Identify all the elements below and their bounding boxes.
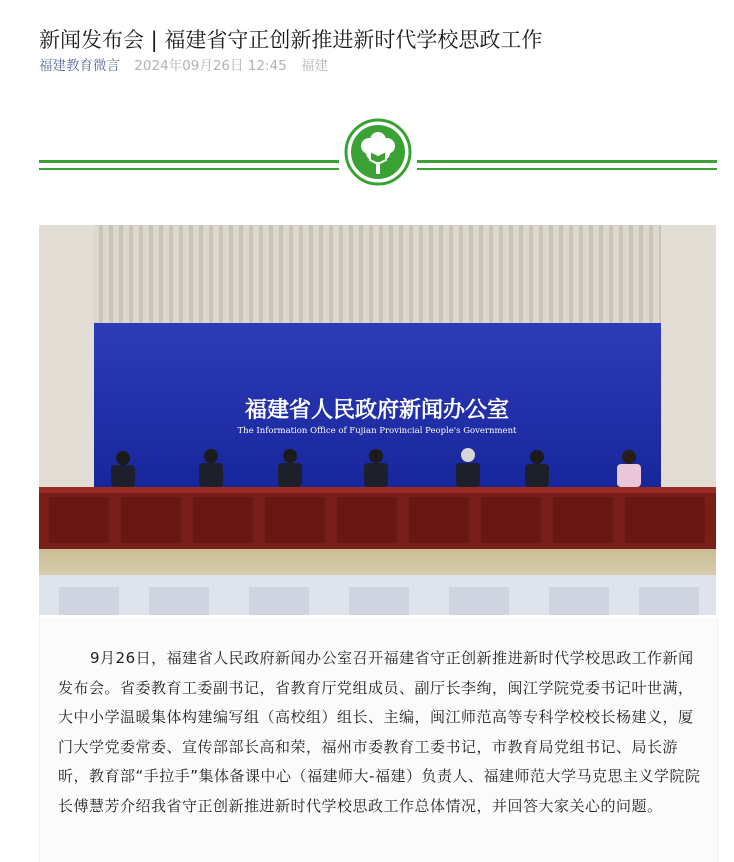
green-tree-book-icon	[344, 118, 412, 186]
press-conference-scene	[39, 225, 716, 615]
publish-date: 2024年09月26日 12:45	[134, 58, 287, 74]
article-title: 新闻发布会 | 福建省守正创新推进新时代学校思政工作	[39, 28, 543, 53]
divider-line-right-thin	[417, 168, 717, 170]
divider-line-left-thin	[39, 168, 339, 170]
body-paragraph: 9月26日，福建省人民政府新闻办公室召开福建省守正创新推进新时代学校思政工作新闻发布会。省委教育工委副书记，省教育厅党组成员、副厅长李绚，闽江学院党委书记叶世满，大中小学温暖集体构建编写组（高校组）组长、主编，闽江师范高等专科学校校长杨建义，厦门大学党委常委、宣传部部长高和荣，福州市委教育工委书记，市教育局党组书记、局长游昕，教育部“手拉手”集体备课中心（福建师大-福建）负责人、福建师范大学马克思主义学院院长傅慧芳介绍我省守正创新推进新时代学校思政工作总体情况，并回答大家关心的问题。	[58, 649, 701, 815]
divider-line-right	[417, 160, 717, 163]
divider-line-left	[39, 160, 339, 163]
publish-location: 福建	[301, 58, 329, 74]
backdrop-title: 福建省人民政府新闻办公室	[244, 398, 510, 423]
backdrop-subtitle: The Information Office of Fujian Provincial People's Government	[237, 426, 517, 436]
article-meta	[39, 56, 328, 76]
article-body	[39, 618, 718, 862]
section-divider	[39, 118, 717, 188]
account-name-link[interactable]: 福建教育微言	[39, 58, 120, 74]
press-conference-photo	[39, 225, 716, 615]
